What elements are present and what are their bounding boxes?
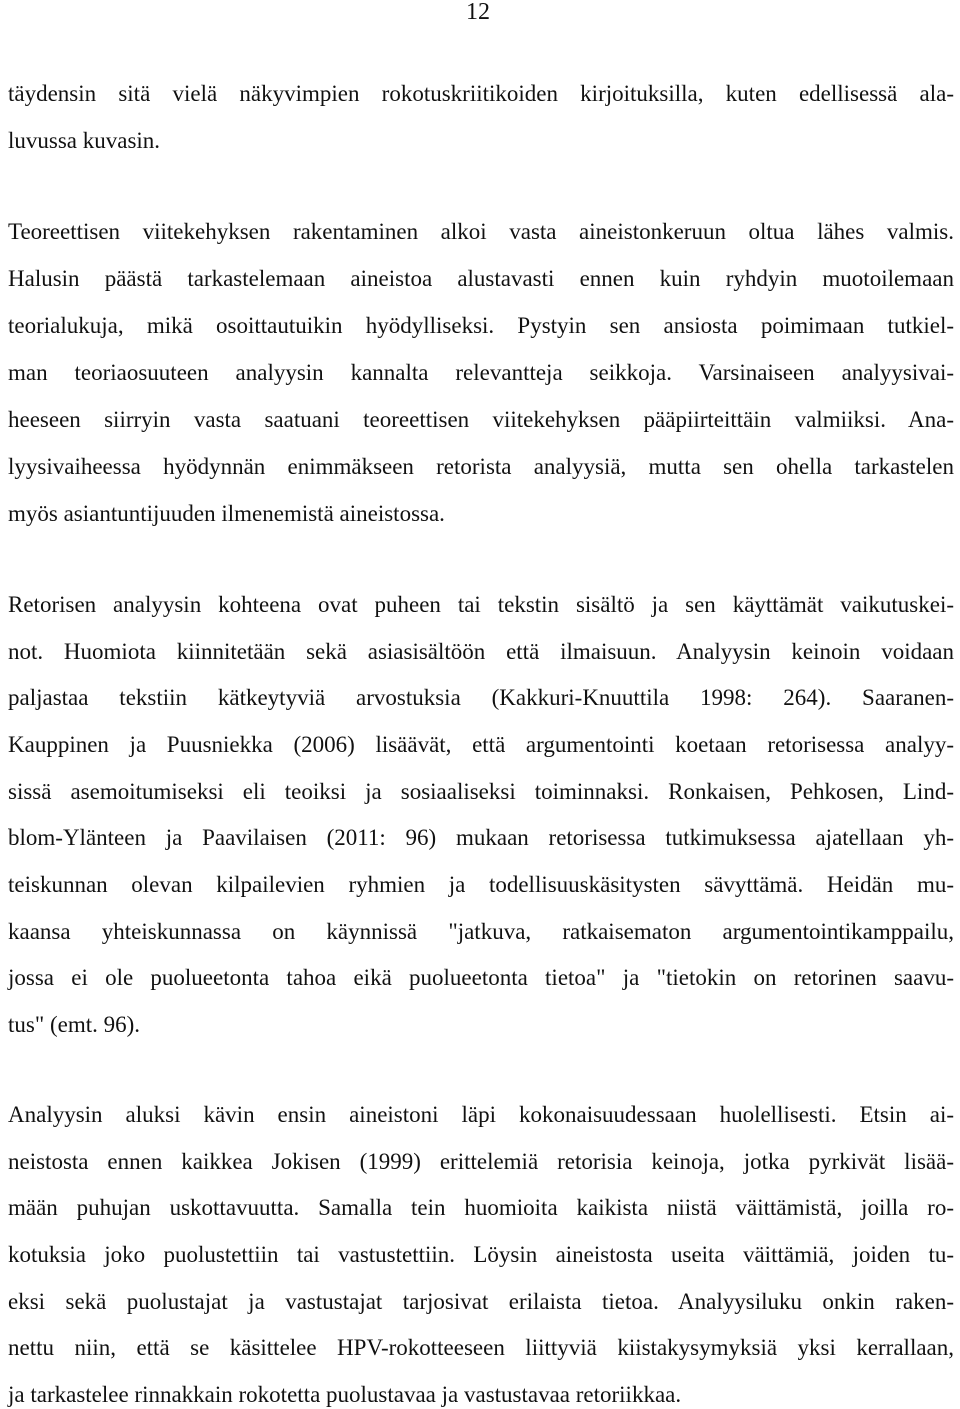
paragraph-1-line-1: täydensin sitä vielä näkyvimpien rokotuskriitikoiden kirjoituksilla, kuten edellisessä ala- — [8, 81, 954, 106]
paragraph-4-line-3: mään puhujan uskottavuutta. Samalla tein huomioita kaikista niistä väittämistä, joilla ro- — [8, 1195, 954, 1220]
paragraph-3-line-3: paljastaa tekstiin kätkeytyviä arvostuksia (Kakkuri-Knuuttila 1998: 264). Saaranen- — [8, 685, 954, 710]
paragraph-3-line-9: jossa ei ole puolueetonta tahoa eikä puolueetonta tietoa" ja "tietokin on retorinen saavu- — [8, 965, 954, 990]
paragraph-4-line-4: kotuksia joko puolustettiin tai vastustettiin. Löysin aineistosta useita väittämiä, joiden tu- — [8, 1242, 954, 1267]
paragraph-3-line-10: tus" (emt. 96). — [8, 1012, 141, 1037]
paragraph-2-line-1: Teoreettisen viitekehyksen rakentaminen alkoi vasta aineistonkeruun oltua lähes valmis. — [8, 219, 954, 244]
paragraph-4-line-7: ja tarkastelee rinnakkain rokotetta puolustavaa ja vastustavaa retoriikkaa. — [8, 1382, 682, 1407]
paragraph-4-line-2: neistosta ennen kaikkea Jokisen (1999) erittelemiä retorisia keinoja, jotka pyrkivät lisää- — [8, 1149, 954, 1174]
paragraph-2-line-4: man teoriaosuuteen analyysin kannalta relevantteja seikkoja. Varsinaiseen analyysivai- — [8, 360, 954, 385]
paragraph-1-line-2: luvussa kuvasin. — [8, 128, 161, 153]
paragraph-2-line-7: myös asiantuntijuuden ilmenemistä aineistossa. — [8, 501, 445, 526]
paragraph-2-line-2: Halusin päästä tarkastelemaan aineistoa alustavasti ennen kuin ryhdyin muotoilemaan — [8, 266, 954, 291]
paragraph-4-line-6: nettu niin, että se käsittelee HPV-rokotteeseen liittyviä kiistakysymyksiä yksi kerrallaan, — [8, 1335, 954, 1360]
paragraph-3-line-5: sissä asemoitumiseksi eli teoiksi ja sosiaaliseksi toiminnaksi. Ronkaisen, Pehkosen, Lind- — [8, 779, 954, 804]
paragraph-3-line-8: kaansa yhteiskunnassa on käynnissä "jatkuva, ratkaisematon argumentointikamppailu, — [8, 919, 954, 944]
paragraph-2-line-5: heeseen siirryin vasta saatuani teoreettisen viitekehyksen pääpiirteittäin valmiiksi. Ana- — [8, 407, 954, 432]
paragraph-2-line-3: teorialukuja, mikä osoittautuikin hyödylliseksi. Pystyin sen ansiosta poimimaan tutkiel- — [8, 313, 954, 338]
page-number: 12 — [466, 0, 490, 25]
paragraph-3-line-2: not. Huomiota kiinnitetään sekä asiasisältöön että ilmaisuun. Analyysin keinoin voidaan — [8, 639, 954, 664]
paragraph-4-line-1: Analyysin aluksi kävin ensin aineistoni läpi kokonaisuudessaan huolellisesti. Etsin ai- — [8, 1102, 954, 1127]
paragraph-2-line-6: lyysivaiheessa hyödynnän enimmäkseen retorista analyysiä, mutta sen ohella tarkastelen — [8, 454, 954, 479]
paragraph-4-line-5: eksi sekä puolustajat ja vastustajat tarjosivat erilaista tietoa. Analyysiluku onkin raken- — [8, 1289, 954, 1314]
paragraph-3-line-6: blom-Ylänteen ja Paavilaisen (2011: 96) mukaan retorisessa tutkimuksessa ajatellaan yh- — [8, 825, 954, 850]
paragraph-3-line-7: teiskunnan olevan kilpailevien ryhmien ja todellisuuskäsitysten sävyttämä. Heidän mu- — [8, 872, 954, 897]
paragraph-3-line-4: Kauppinen ja Puusniekka (2006) lisäävät, että argumentointi koetaan retorisessa analyy- — [8, 732, 954, 757]
paragraph-3-line-1: Retorisen analyysin kohteena ovat puheen tai tekstin sisältö ja sen käyttämät vaikutuskei- — [8, 592, 954, 617]
